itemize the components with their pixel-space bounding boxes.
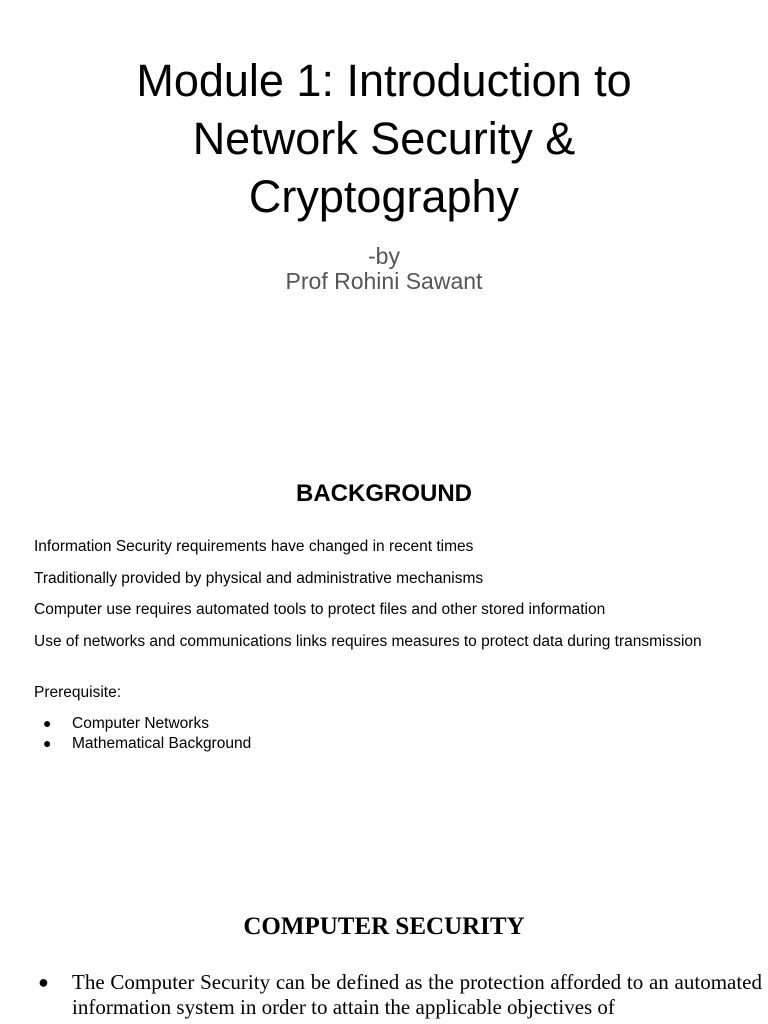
list-item <box>38 970 762 1020</box>
background-paragraph: Use of networks and communications links requires measures to protect data during transmission <box>34 633 702 650</box>
prerequisite-list <box>34 714 251 753</box>
author-name: Prof Rohini Sawant <box>285 268 483 294</box>
page-title <box>0 52 768 226</box>
list-item <box>34 714 251 734</box>
list-item <box>34 734 251 754</box>
bullet-icon: ● <box>43 734 52 751</box>
title-line: Network Security & <box>192 113 576 164</box>
background-heading: BACKGROUND <box>296 480 472 507</box>
list-item-label: Mathematical Background <box>72 734 252 752</box>
prerequisite-label: Prerequisite: <box>34 684 122 701</box>
list-item-label: Computer Networks <box>72 715 209 732</box>
list-item-label: The Computer Security can be defined as the protection afforded to an automated information system in order to attain the applicable objectives of <box>72 970 762 1019</box>
bullet-icon: ● <box>38 972 49 992</box>
computer-security-list <box>38 970 762 1020</box>
computer-security-heading: COMPUTER SECURITY <box>243 913 525 940</box>
background-paragraph: Traditionally provided by physical and administrative mechanisms <box>34 570 484 587</box>
title-line: Cryptography <box>248 171 520 222</box>
title-line: Module 1: Introduction to <box>136 55 632 106</box>
title-slide <box>0 0 768 420</box>
by-label: -by <box>368 243 400 269</box>
background-paragraph: Information Security requirements have changed in recent times <box>34 538 474 555</box>
bullet-icon: ● <box>43 715 52 731</box>
background-paragraph: Computer use requires automated tools to protect files and other stored information <box>34 601 606 618</box>
